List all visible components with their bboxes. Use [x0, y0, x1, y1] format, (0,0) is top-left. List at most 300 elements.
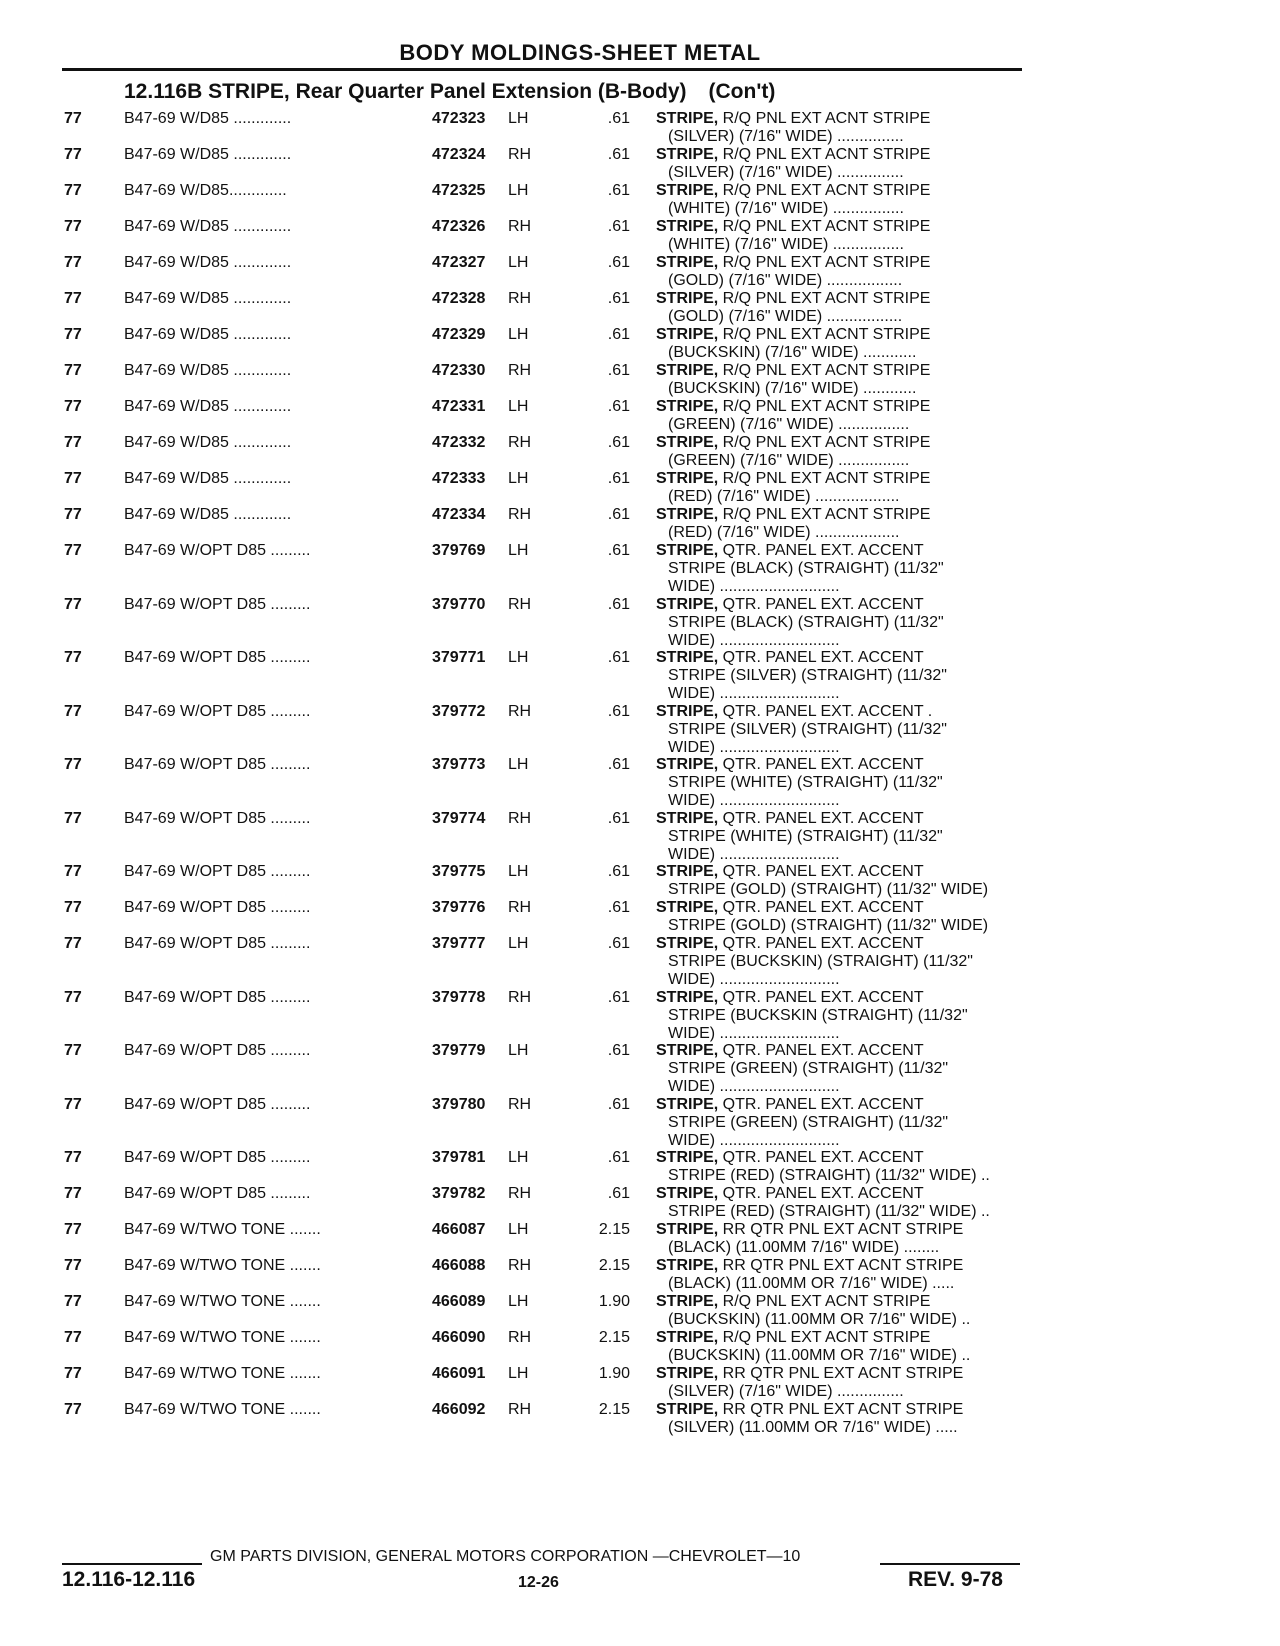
quantity-cell: 77: [64, 809, 82, 827]
description-continuation: STRIPE (SILVER) (STRAIGHT) (11/32": [668, 720, 947, 738]
side-cell: LH: [508, 254, 529, 271]
description-continuation: WIDE) ...........................: [668, 1078, 840, 1095]
description-cell: [656, 470, 1026, 506]
model-cell: B47-69 W/OPT D85 .........: [124, 935, 311, 952]
model-cell: B47-69 W/OPT D85 .........: [124, 863, 311, 880]
table-row: [0, 863, 1280, 899]
model-cell: B47-69 W/OPT D85 .........: [124, 595, 311, 613]
description-cell: [656, 1221, 1026, 1257]
quantity-cell: 77: [64, 935, 82, 952]
description-continuation: STRIPE (BLACK) (STRAIGHT) (11/32": [668, 560, 944, 577]
description-line: STRIPE, R/Q PNL EXT ACNT STRIPE: [656, 434, 931, 451]
side-cell: LH: [508, 1042, 529, 1059]
side-cell: LH: [508, 542, 529, 559]
price-cell: .61: [607, 470, 630, 487]
description-line: STRIPE, R/Q PNL EXT ACNT STRIPE: [656, 470, 931, 487]
side-cell: LH: [508, 863, 529, 880]
price-cell: .61: [607, 1042, 630, 1059]
description-line: STRIPE, QTR. PANEL EXT. ACCENT: [656, 1185, 924, 1202]
price-cell: .61: [607, 863, 630, 880]
description-cell: [656, 1293, 1026, 1329]
description-continuation: WIDE) ...........................: [668, 738, 840, 756]
footer-divider-left: [62, 1563, 202, 1565]
part-number-cell: 466089: [432, 1293, 486, 1310]
description-continuation: (GREEN) (7/16" WIDE) ................: [668, 452, 910, 469]
description-line: STRIPE, R/Q PNL EXT ACNT STRIPE: [656, 362, 931, 379]
model-cell: B47-69 W/OPT D85 .........: [124, 1095, 311, 1113]
model-cell: B47-69 W/TWO TONE .......: [124, 1401, 321, 1418]
part-number-cell: 472328: [432, 290, 486, 307]
quantity-cell: 77: [64, 988, 82, 1006]
description-continuation: STRIPE (GOLD) (STRAIGHT) (11/32" WIDE): [668, 881, 989, 898]
model-cell: B47-69 W/OPT D85 .........: [124, 899, 311, 916]
description-line: STRIPE, QTR. PANEL EXT. ACCENT: [656, 1042, 924, 1059]
part-number-cell: 472329: [432, 326, 486, 343]
description-continuation: WIDE) ...........................: [668, 578, 840, 595]
page-number: 12-26: [518, 1574, 559, 1591]
description-line: STRIPE, R/Q PNL EXT ACNT STRIPE: [656, 290, 931, 307]
description-continuation: STRIPE (GOLD) (STRAIGHT) (11/32" WIDE): [668, 917, 989, 934]
description-cell: [656, 1329, 1026, 1365]
quantity-cell: 77: [64, 182, 82, 199]
table-row: [0, 1185, 1280, 1221]
price-cell: .61: [607, 1185, 630, 1202]
description-line: STRIPE, QTR. PANEL EXT. ACCENT .: [656, 702, 933, 720]
table-row: [0, 1365, 1280, 1401]
quantity-cell: 77: [64, 1401, 82, 1418]
model-cell: B47-69 W/D85 .............: [124, 290, 292, 307]
description-cell: [656, 542, 1026, 596]
description-line: STRIPE, R/Q PNL EXT ACNT STRIPE: [656, 218, 931, 235]
model-cell: B47-69 W/D85.............: [124, 182, 287, 199]
side-cell: RH: [508, 434, 532, 451]
part-number-cell: 379774: [432, 809, 486, 827]
description-continuation: (BUCKSKIN) (11.00MM OR 7/16" WIDE) ..: [668, 1347, 971, 1364]
price-cell: .61: [607, 649, 630, 666]
side-cell: LH: [508, 470, 529, 487]
model-cell: B47-69 W/OPT D85 .........: [124, 988, 311, 1006]
quantity-cell: 77: [64, 146, 82, 163]
description-line: STRIPE, R/Q PNL EXT ACNT STRIPE: [656, 110, 931, 127]
revision-label: REV. 9-78: [908, 1568, 1003, 1591]
side-cell: LH: [508, 1293, 529, 1310]
table-row: [0, 1293, 1280, 1329]
side-cell: LH: [508, 182, 529, 199]
price-cell: 1.90: [598, 1293, 630, 1310]
description-line: STRIPE, R/Q PNL EXT ACNT STRIPE: [656, 1293, 931, 1310]
table-row: [0, 326, 1280, 362]
side-cell: RH: [508, 1257, 532, 1274]
part-number-cell: 379775: [432, 863, 486, 880]
description-cell: [656, 434, 1026, 470]
price-cell: .61: [607, 218, 630, 235]
table-row: [0, 756, 1280, 810]
table-row: [0, 218, 1280, 254]
quantity-cell: 77: [64, 1149, 82, 1166]
price-cell: .61: [607, 809, 630, 827]
quantity-cell: 77: [64, 1221, 82, 1238]
part-number-cell: 379772: [432, 702, 486, 720]
description-continuation: (SILVER) (11.00MM OR 7/16" WIDE) .....: [668, 1419, 958, 1436]
description-line: STRIPE, QTR. PANEL EXT. ACCENT: [656, 649, 924, 666]
description-cell: [656, 899, 1026, 935]
model-cell: B47-69 W/OPT D85 .........: [124, 649, 311, 666]
part-number-cell: 466090: [432, 1329, 486, 1346]
table-row: [0, 1221, 1280, 1257]
price-cell: .61: [607, 362, 630, 379]
description-cell: [656, 1185, 1026, 1221]
parts-list: [0, 110, 1280, 1437]
side-cell: LH: [508, 1149, 529, 1166]
description-cell: [656, 146, 1026, 182]
table-row: [0, 110, 1280, 146]
part-number-cell: 472331: [432, 398, 486, 415]
table-row: [0, 1329, 1280, 1365]
description-continuation: (BUCKSKIN) (7/16" WIDE) ............: [668, 344, 917, 361]
table-row: [0, 810, 1280, 864]
side-cell: LH: [508, 756, 529, 773]
model-cell: B47-69 W/OPT D85 .........: [124, 809, 311, 827]
table-row: [0, 146, 1280, 182]
description-continuation: STRIPE (WHITE) (STRAIGHT) (11/32": [668, 827, 943, 845]
description-continuation: STRIPE (GREEN) (STRAIGHT) (11/32": [668, 1060, 949, 1077]
price-cell: .61: [607, 434, 630, 451]
description-cell: [656, 506, 1026, 542]
part-number-cell: 379773: [432, 756, 486, 773]
price-cell: .61: [607, 1149, 630, 1166]
description-cell: [656, 1149, 1026, 1185]
model-cell: B47-69 W/OPT D85 .........: [124, 1149, 311, 1166]
description-continuation: STRIPE (BUCKSKIN) (STRAIGHT) (11/32": [668, 953, 973, 970]
description-continuation: (BUCKSKIN) (11.00MM OR 7/16" WIDE) ..: [668, 1311, 971, 1328]
description-cell: [656, 398, 1026, 434]
price-cell: .61: [607, 542, 630, 559]
table-row: [0, 506, 1280, 542]
quantity-cell: 77: [64, 254, 82, 271]
description-line: STRIPE, QTR. PANEL EXT. ACCENT: [656, 1149, 924, 1166]
model-cell: B47-69 W/TWO TONE .......: [124, 1293, 321, 1310]
part-number-cell: 379777: [432, 935, 486, 952]
description-continuation: (GOLD) (7/16" WIDE) .................: [668, 272, 903, 289]
table-row: [0, 290, 1280, 326]
description-continuation: STRIPE (SILVER) (STRAIGHT) (11/32": [668, 667, 947, 684]
quantity-cell: 77: [64, 702, 82, 720]
model-cell: B47-69 W/OPT D85 .........: [124, 702, 311, 720]
part-number-cell: 379780: [432, 1095, 486, 1113]
price-cell: .61: [607, 146, 630, 163]
part-number-cell: 379776: [432, 899, 486, 916]
table-row: [0, 1257, 1280, 1293]
part-number-cell: 472332: [432, 434, 486, 451]
description-cell: [656, 362, 1026, 398]
table-row: [0, 398, 1280, 434]
model-cell: B47-69 W/D85 .............: [124, 110, 292, 127]
description-line: STRIPE, QTR. PANEL EXT. ACCENT: [656, 899, 924, 916]
description-line: STRIPE, QTR. PANEL EXT. ACCENT: [656, 988, 924, 1006]
description-cell: [656, 703, 1026, 757]
footer-publisher: GM PARTS DIVISION, GENERAL MOTORS CORPORATION —CHEVROLET—10: [210, 1548, 801, 1565]
footer-divider-right: [880, 1563, 1020, 1565]
header-divider: [62, 68, 1022, 71]
price-cell: 2.15: [598, 1329, 630, 1346]
description-line: STRIPE, RR QTR PNL EXT ACNT STRIPE: [656, 1221, 964, 1238]
side-cell: LH: [508, 1365, 529, 1382]
description-continuation: (GREEN) (7/16" WIDE) ................: [668, 416, 910, 433]
model-cell: B47-69 W/D85 .............: [124, 218, 292, 235]
description-cell: [656, 1096, 1026, 1150]
description-continuation: (GOLD) (7/16" WIDE) .................: [668, 308, 903, 325]
model-cell: B47-69 W/TWO TONE .......: [124, 1221, 321, 1238]
page-title: BODY MOLDINGS-SHEET METAL: [399, 40, 761, 65]
side-cell: RH: [508, 1095, 532, 1113]
side-cell: RH: [508, 595, 532, 613]
model-cell: B47-69 W/D85 .............: [124, 398, 292, 415]
description-continuation: (BLACK) (11.00MM OR 7/16" WIDE) .....: [668, 1275, 955, 1292]
footer-section-range: 12.116-12.116: [62, 1568, 196, 1591]
description-line: STRIPE, QTR. PANEL EXT. ACCENT: [656, 863, 924, 880]
description-cell: [656, 1042, 1026, 1096]
table-row: [0, 935, 1280, 989]
part-number-cell: 379778: [432, 988, 486, 1006]
description-cell: [656, 649, 1026, 703]
model-cell: B47-69 W/D85 .............: [124, 254, 292, 271]
quantity-cell: 77: [64, 899, 82, 916]
quantity-cell: 77: [64, 595, 82, 613]
description-line: STRIPE, QTR. PANEL EXT. ACCENT: [656, 1095, 924, 1113]
description-continuation: (SILVER) (7/16" WIDE) ...............: [668, 128, 904, 145]
side-cell: RH: [508, 809, 532, 827]
description-cell: [656, 863, 1026, 899]
price-cell: .61: [607, 110, 630, 127]
price-cell: .61: [607, 326, 630, 343]
model-cell: B47-69 W/TWO TONE .......: [124, 1329, 321, 1346]
price-cell: .61: [607, 398, 630, 415]
side-cell: RH: [508, 290, 532, 307]
description-line: STRIPE, QTR. PANEL EXT. ACCENT: [656, 935, 924, 952]
side-cell: RH: [508, 218, 532, 235]
price-cell: .61: [607, 988, 630, 1006]
description-cell: [656, 810, 1026, 864]
section-heading: [124, 80, 775, 104]
price-cell: 2.15: [598, 1221, 630, 1238]
quantity-cell: 77: [64, 326, 82, 343]
quantity-cell: 77: [64, 1293, 82, 1310]
side-cell: RH: [508, 1401, 532, 1418]
description-continuation: STRIPE (RED) (STRAIGHT) (11/32" WIDE) ..: [668, 1203, 990, 1220]
quantity-cell: 77: [64, 756, 82, 773]
price-cell: .61: [607, 899, 630, 916]
side-cell: RH: [508, 988, 532, 1006]
side-cell: LH: [508, 649, 529, 666]
table-row: [0, 989, 1280, 1043]
table-row: [0, 1096, 1280, 1150]
side-cell: RH: [508, 146, 532, 163]
side-cell: RH: [508, 1329, 532, 1346]
price-cell: 1.90: [598, 1365, 630, 1382]
part-number-cell: 472325: [432, 182, 486, 199]
price-cell: .61: [607, 254, 630, 271]
description-cell: [656, 1401, 1026, 1437]
description-line: STRIPE, RR QTR PNL EXT ACNT STRIPE: [656, 1365, 964, 1382]
description-line: STRIPE, R/Q PNL EXT ACNT STRIPE: [656, 254, 931, 271]
table-row: [0, 1149, 1280, 1185]
quantity-cell: 77: [64, 1329, 82, 1346]
quantity-cell: 77: [64, 434, 82, 451]
quantity-cell: 77: [64, 1185, 82, 1202]
model-cell: B47-69 W/D85 .............: [124, 470, 292, 487]
side-cell: LH: [508, 1221, 529, 1238]
description-line: STRIPE, R/Q PNL EXT ACNT STRIPE: [656, 398, 931, 415]
table-row: [0, 649, 1280, 703]
description-cell: [656, 935, 1026, 989]
description-continuation: (WHITE) (7/16" WIDE) ................: [668, 236, 904, 253]
part-number-cell: 379782: [432, 1185, 486, 1202]
table-row: [0, 596, 1280, 650]
table-row: [0, 899, 1280, 935]
model-cell: B47-69 W/OPT D85 .........: [124, 1042, 311, 1059]
description-continuation: (BLACK) (11.00MM 7/16" WIDE) ........: [668, 1239, 940, 1256]
quantity-cell: 77: [64, 542, 82, 559]
price-cell: 2.15: [598, 1257, 630, 1274]
quantity-cell: 77: [64, 110, 82, 127]
description-continuation: WIDE) ...........................: [668, 1024, 840, 1042]
part-number-cell: 466087: [432, 1221, 486, 1238]
description-line: STRIPE, QTR. PANEL EXT. ACCENT: [656, 542, 924, 559]
description-continuation: STRIPE (RED) (STRAIGHT) (11/32" WIDE) ..: [668, 1167, 990, 1184]
quantity-cell: 77: [64, 649, 82, 666]
quantity-cell: 77: [64, 1257, 82, 1274]
description-line: STRIPE, R/Q PNL EXT ACNT STRIPE: [656, 506, 931, 523]
description-cell: [656, 756, 1026, 810]
description-continuation: WIDE) ...........................: [668, 631, 840, 649]
description-continuation: WIDE) ...........................: [668, 845, 840, 863]
model-cell: B47-69 W/TWO TONE .......: [124, 1365, 321, 1382]
description-line: STRIPE, QTR. PANEL EXT. ACCENT: [656, 809, 924, 827]
part-number-cell: 379769: [432, 542, 486, 559]
description-line: STRIPE, R/Q PNL EXT ACNT STRIPE: [656, 182, 931, 199]
part-number-cell: 472333: [432, 470, 486, 487]
description-continuation: (RED) (7/16" WIDE) ...................: [668, 488, 900, 505]
description-cell: [656, 989, 1026, 1043]
price-cell: .61: [607, 595, 630, 613]
table-row: [0, 254, 1280, 290]
part-number-cell: 466091: [432, 1365, 486, 1382]
part-number-cell: 466092: [432, 1401, 486, 1418]
model-cell: B47-69 W/D85 .............: [124, 506, 292, 523]
description-cell: [656, 596, 1026, 650]
quantity-cell: 77: [64, 218, 82, 235]
part-number-cell: 472324: [432, 146, 486, 163]
side-cell: RH: [508, 1185, 532, 1202]
model-cell: B47-69 W/D85 .............: [124, 434, 292, 451]
side-cell: RH: [508, 899, 532, 916]
side-cell: RH: [508, 702, 532, 720]
section-continued: (Con't): [708, 80, 776, 103]
side-cell: LH: [508, 110, 529, 127]
part-number-cell: 379770: [432, 595, 486, 613]
part-number-cell: 472334: [432, 506, 486, 523]
description-line: STRIPE, QTR. PANEL EXT. ACCENT: [656, 756, 924, 773]
description-continuation: WIDE) ...........................: [668, 971, 840, 988]
description-cell: [656, 218, 1026, 254]
quantity-cell: 77: [64, 290, 82, 307]
table-row: [0, 1401, 1280, 1437]
model-cell: B47-69 W/D85 .............: [124, 362, 292, 379]
side-cell: LH: [508, 935, 529, 952]
model-cell: B47-69 W/D85 .............: [124, 146, 292, 163]
quantity-cell: 77: [64, 470, 82, 487]
quantity-cell: 77: [64, 362, 82, 379]
description-continuation: STRIPE (WHITE) (STRAIGHT) (11/32": [668, 774, 943, 791]
table-row: [0, 1042, 1280, 1096]
description-continuation: WIDE) ...........................: [668, 792, 840, 809]
part-number-cell: 472323: [432, 110, 486, 127]
table-row: [0, 470, 1280, 506]
model-cell: B47-69 W/TWO TONE .......: [124, 1257, 321, 1274]
part-number-cell: 472326: [432, 218, 486, 235]
description-cell: [656, 182, 1026, 218]
description-line: STRIPE, R/Q PNL EXT ACNT STRIPE: [656, 1329, 931, 1346]
table-row: [0, 434, 1280, 470]
table-row: [0, 182, 1280, 218]
quantity-cell: 77: [64, 863, 82, 880]
description-line: STRIPE, R/Q PNL EXT ACNT STRIPE: [656, 326, 931, 343]
description-cell: [656, 1365, 1026, 1401]
description-continuation: STRIPE (BLACK) (STRAIGHT) (11/32": [668, 613, 944, 631]
description-continuation: (BUCKSKIN) (7/16" WIDE) ............: [668, 380, 917, 397]
quantity-cell: 77: [64, 506, 82, 523]
part-number-cell: 379781: [432, 1149, 486, 1166]
quantity-cell: 77: [64, 1365, 82, 1382]
part-number-cell: 379779: [432, 1042, 486, 1059]
section-title: 12.116B STRIPE, Rear Quarter Panel Extension (B-Body): [124, 80, 687, 103]
description-continuation: (RED) (7/16" WIDE) ...................: [668, 524, 900, 541]
description-cell: [656, 290, 1026, 326]
table-row: [0, 542, 1280, 596]
price-cell: .61: [607, 1095, 630, 1113]
side-cell: LH: [508, 398, 529, 415]
part-number-cell: 472327: [432, 254, 486, 271]
quantity-cell: 77: [64, 398, 82, 415]
description-line: STRIPE, RR QTR PNL EXT ACNT STRIPE: [656, 1401, 964, 1418]
description-cell: [656, 110, 1026, 146]
description-line: STRIPE, RR QTR PNL EXT ACNT STRIPE: [656, 1257, 964, 1274]
price-cell: 2.15: [598, 1401, 630, 1418]
side-cell: LH: [508, 326, 529, 343]
table-row: [0, 703, 1280, 757]
part-number-cell: 379771: [432, 649, 486, 666]
description-continuation: (WHITE) (7/16" WIDE) ................: [668, 200, 904, 217]
price-cell: .61: [607, 182, 630, 199]
part-number-cell: 466088: [432, 1257, 486, 1274]
description-line: STRIPE, R/Q PNL EXT ACNT STRIPE: [656, 146, 931, 163]
quantity-cell: 77: [64, 1042, 82, 1059]
description-continuation: (SILVER) (7/16" WIDE) ...............: [668, 1383, 904, 1400]
description-line: STRIPE, QTR. PANEL EXT. ACCENT: [656, 595, 924, 613]
price-cell: .61: [607, 506, 630, 523]
model-cell: B47-69 W/OPT D85 .........: [124, 756, 311, 773]
price-cell: .61: [607, 702, 630, 720]
description-continuation: (SILVER) (7/16" WIDE) ...............: [668, 164, 904, 181]
price-cell: .61: [607, 756, 630, 773]
description-cell: [656, 1257, 1026, 1293]
part-number-cell: 472330: [432, 362, 486, 379]
quantity-cell: 77: [64, 1095, 82, 1113]
model-cell: B47-69 W/D85 .............: [124, 326, 292, 343]
side-cell: RH: [508, 506, 532, 523]
price-cell: .61: [607, 935, 630, 952]
description-continuation: WIDE) ...........................: [668, 1131, 840, 1149]
